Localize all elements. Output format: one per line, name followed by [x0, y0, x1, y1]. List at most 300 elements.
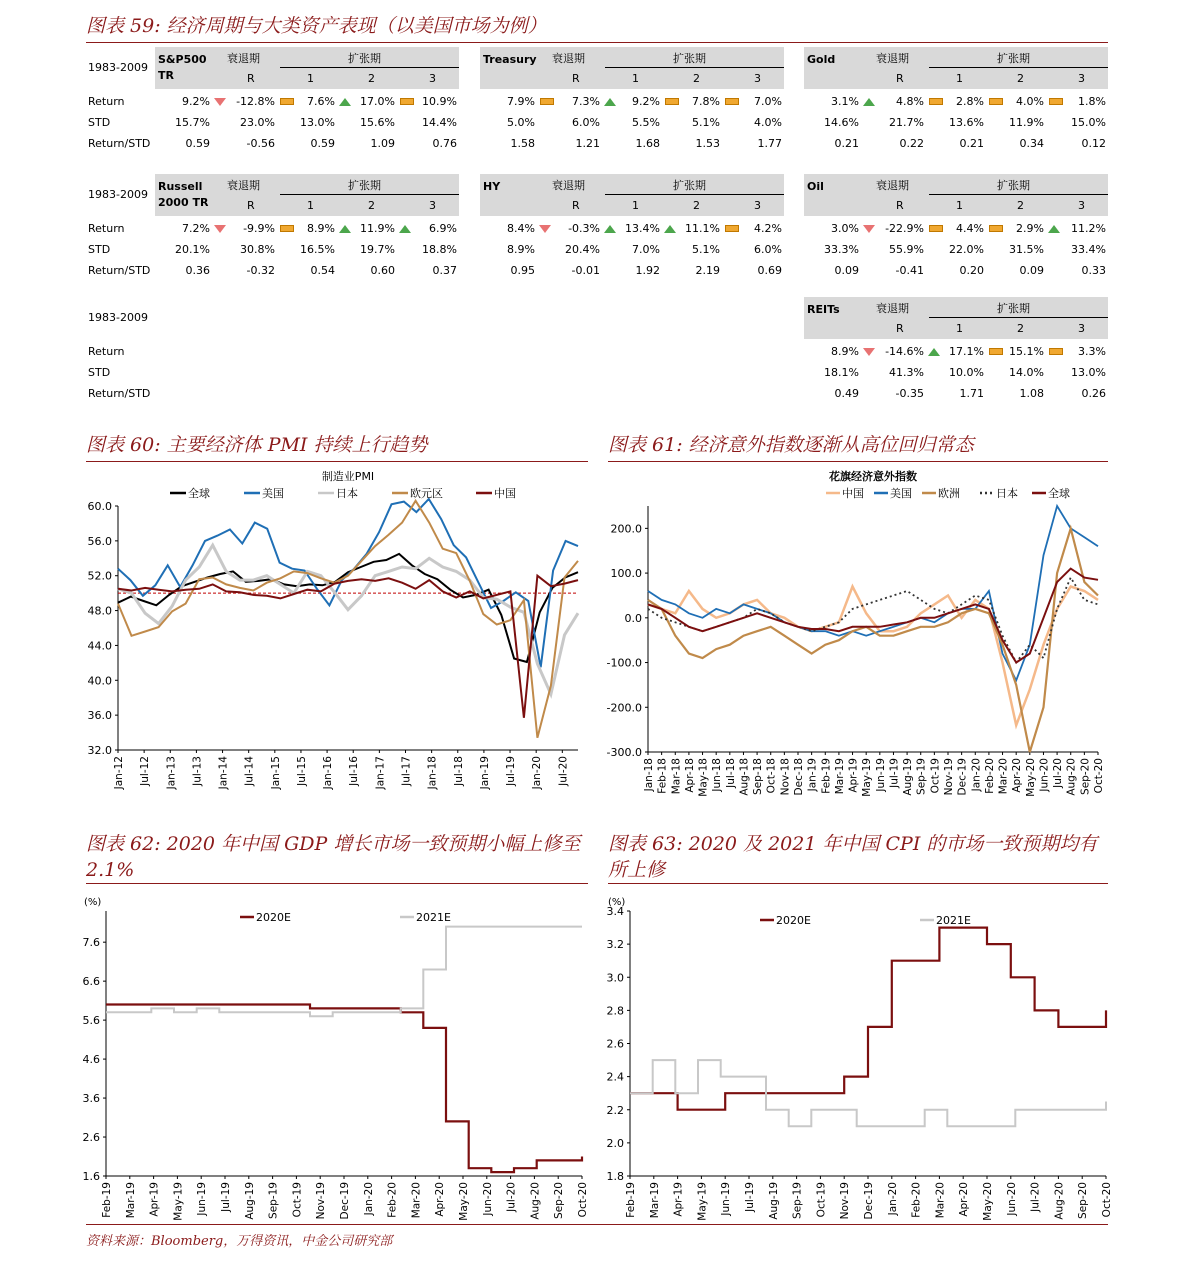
x-tick-label: Apr-19: [148, 1182, 161, 1217]
table-value: 4.0%: [754, 116, 782, 129]
series-line-2020E: [630, 928, 1106, 1110]
asset-name: S&P500 TR: [158, 53, 207, 82]
x-tick-label: Apr-19: [672, 1182, 685, 1217]
table-value: -0.01: [571, 264, 600, 277]
y-tick-label: 100.0: [610, 567, 642, 581]
x-tick-label: Mar-20: [997, 758, 1010, 795]
source-rule: [86, 1224, 1108, 1225]
x-tick-label: Jun-20: [481, 1182, 494, 1216]
table-value: 5.5%: [632, 116, 660, 129]
table-value: 0.20: [959, 264, 984, 277]
x-tick-label: Jan-12: [113, 756, 125, 790]
x-tick-label: Mar-18: [670, 758, 683, 795]
table-value: 0.37: [432, 264, 457, 277]
table-value: 8.9%: [307, 222, 335, 235]
legend-label: 中国: [494, 487, 516, 500]
table-value: 22.0%: [949, 243, 984, 256]
x-tick-label: Jul-20: [1052, 758, 1065, 788]
x-tick-label: May-20: [1024, 758, 1037, 797]
chart-title: 花旗经济意外指数: [829, 470, 917, 483]
x-tick-label: Jan-19: [478, 756, 491, 790]
table-value: 9.2%: [182, 95, 210, 108]
y-tick-label: 6.6: [82, 975, 100, 989]
table-value: 0.34: [1019, 137, 1044, 150]
table-value: 21.7%: [889, 116, 924, 129]
table-value: 1.77: [757, 137, 782, 150]
header-expansion: 扩张期: [997, 302, 1030, 315]
header-line: [929, 194, 1108, 195]
x-tick-label: Jun-18: [711, 758, 724, 792]
x-tick-label: Dec-18: [793, 758, 805, 796]
y-tick-label: 40.0: [87, 674, 112, 688]
x-tick-label: Nov-18: [779, 758, 792, 796]
x-tick-label: Jan-18: [426, 756, 439, 790]
x-tick-label: Sep-19: [267, 1182, 280, 1219]
legend-label: 美国: [262, 487, 284, 500]
y-tick-label: 7.6: [82, 936, 100, 950]
table-value: 0.36: [185, 264, 210, 277]
sub-header: 2: [368, 72, 375, 85]
series-line-中国: [648, 587, 1098, 726]
table-value: 17.0%: [360, 95, 395, 108]
row-label: STD: [88, 366, 111, 379]
table-value: 0.69: [757, 264, 782, 277]
y-tick-label: -100.0: [606, 656, 642, 670]
table-value: 17.1%: [949, 345, 984, 358]
table-value: -0.56: [246, 137, 275, 150]
table-value: 8.9%: [831, 345, 859, 358]
table-value: 1.21: [575, 137, 600, 150]
source-note: 资料来源：Bloomberg，万得资讯，中金公司研究部: [86, 1234, 393, 1249]
table-value: 1.53: [695, 137, 720, 150]
cpi-chart: [592, 887, 1114, 1222]
header-line: [929, 317, 1108, 318]
x-tick-label: Sep-19: [915, 758, 928, 795]
x-tick-label: Jun-19: [720, 1182, 733, 1216]
y-tick-label: 60.0: [87, 500, 112, 513]
header-recession: 衰退期: [227, 179, 260, 192]
y-tick-label: 4.6: [82, 1053, 100, 1067]
y-tick-label: 2.4: [606, 1070, 624, 1084]
table-value: 14.4%: [422, 116, 457, 129]
y-tick-label: 5.6: [82, 1014, 100, 1028]
x-tick-label: May-19: [172, 1182, 185, 1221]
table-value: -9.9%: [243, 222, 275, 235]
y-tick-label: 3.4: [606, 905, 624, 918]
table-value: 11.9%: [1009, 116, 1044, 129]
sub-header: R: [572, 199, 580, 212]
x-tick-label: Sep-20: [553, 1182, 566, 1219]
x-tick-label: Jul-16: [348, 756, 361, 786]
x-tick-label: Sep-20: [1079, 758, 1092, 795]
x-tick-label: Jul-14: [243, 756, 256, 786]
sub-header: R: [247, 199, 255, 212]
x-tick-label: Jul-13: [191, 756, 204, 786]
header-recession: 衰退期: [552, 52, 585, 65]
sub-header: 2: [1017, 322, 1024, 335]
table-value: 18.8%: [422, 243, 457, 256]
table-value: 0.12: [1081, 137, 1106, 150]
row-label: Return: [88, 95, 125, 108]
y-tick-label: 2.2: [606, 1103, 624, 1117]
table-value: 16.5%: [300, 243, 335, 256]
y-tick-label: 44.0: [87, 639, 112, 653]
x-tick-label: Jan-18: [643, 758, 655, 792]
header-recession: 衰退期: [876, 52, 909, 65]
legend-label: 日本: [336, 487, 358, 500]
table-value: 6.0%: [572, 116, 600, 129]
table-value: 5.0%: [507, 116, 535, 129]
table-value: 23.0%: [240, 116, 275, 129]
legend-label: 美国: [890, 487, 912, 500]
y-tick-label: 0.0: [624, 611, 642, 625]
x-tick-label: Aug-19: [902, 758, 915, 796]
table-value: 6.0%: [754, 243, 782, 256]
table-value: 13.6%: [949, 116, 984, 129]
x-tick-label: Feb-19: [101, 1182, 113, 1218]
x-tick-label: Jan-14: [217, 756, 230, 790]
x-tick-label: Jul-20: [557, 756, 570, 786]
table-value: 1.08: [1019, 387, 1044, 400]
y-unit-label: (%): [84, 897, 102, 908]
table-value: 15.6%: [360, 116, 395, 129]
fig62-title: 图表 62: 2020 年中国 GDP 增长市场一致预期小幅上修至 2.1%: [86, 833, 581, 881]
table-value: 0.09: [834, 264, 859, 277]
sub-header: 2: [693, 72, 700, 85]
table-value: 0.60: [370, 264, 395, 277]
fig60-rule: [86, 461, 588, 462]
x-tick-label: Apr-20: [958, 1182, 971, 1217]
y-tick-label: 36.0: [87, 709, 112, 723]
x-tick-label: Jan-15: [269, 756, 282, 790]
x-tick-label: Feb-20: [910, 1182, 923, 1218]
sub-header: 2: [1017, 199, 1024, 212]
asset-name: Oil: [807, 180, 824, 193]
table-value: 3.1%: [831, 95, 859, 108]
table-value: 14.0%: [1009, 366, 1044, 379]
header-line: [605, 67, 784, 68]
fig61-rule: [608, 461, 1108, 462]
table-value: 9.2%: [632, 95, 660, 108]
sub-header: R: [896, 199, 904, 212]
fig59-title: 图表 59: 经济周期与大类资产表现（以美国市场为例）: [86, 15, 547, 37]
x-tick-label: Jan-20: [362, 1182, 375, 1216]
fig62-rule: [86, 883, 588, 884]
legend-label: 全球: [188, 487, 210, 500]
sub-header: 3: [1078, 72, 1085, 85]
table-value: -22.9%: [885, 222, 924, 235]
table-value: 20.1%: [175, 243, 210, 256]
x-tick-label: Nov-19: [943, 758, 955, 796]
asset-name: HY: [483, 180, 501, 193]
x-tick-label: Apr-20: [1011, 758, 1024, 793]
y-tick-label: 32.0: [87, 744, 112, 757]
x-tick-label: Oct-20: [1093, 758, 1105, 794]
table-value: 30.8%: [240, 243, 275, 256]
table-value: 3.3%: [1078, 345, 1106, 358]
x-tick-label: Dec-19: [863, 1182, 875, 1220]
y-tick-label: 2.8: [606, 1004, 624, 1018]
header-expansion: 扩张期: [997, 52, 1030, 65]
table-value: 33.3%: [824, 243, 859, 256]
header-expansion: 扩张期: [348, 179, 381, 192]
row-label: Return: [88, 222, 125, 235]
x-tick-label: Nov-19: [315, 1182, 328, 1220]
x-tick-label: Jan-17: [374, 756, 387, 790]
x-tick-label: Aug-20: [529, 1182, 542, 1220]
table-value: -14.6%: [885, 345, 924, 358]
legend-label: 欧洲: [938, 487, 960, 500]
y-tick-label: 200.0: [610, 522, 642, 536]
chart-title: 制造业PMI: [321, 470, 375, 483]
fig60-title: 图表 60: 主要经济体 PMI 持续上行趋势: [86, 434, 428, 456]
x-tick-label: May-18: [697, 758, 710, 797]
header-recession: 衰退期: [227, 52, 260, 65]
sub-header: 3: [429, 199, 436, 212]
row-label: STD: [88, 116, 111, 129]
x-tick-label: Feb-20: [386, 1182, 399, 1218]
x-tick-label: Jul-19: [888, 758, 901, 788]
table-value: 7.6%: [307, 95, 335, 108]
period-label: 1983-2009: [88, 61, 148, 74]
series-line-2020E: [106, 1005, 582, 1173]
legend-label: 2020E: [776, 914, 811, 927]
table-value: 4.8%: [896, 95, 924, 108]
x-tick-label: Aug-20: [1053, 1182, 1066, 1220]
header-recession: 衰退期: [876, 302, 909, 315]
x-tick-label: Jun-19: [196, 1182, 209, 1216]
x-tick-label: Aug-18: [738, 758, 751, 796]
x-tick-label: Apr-19: [847, 758, 860, 793]
table-value: 0.26: [1081, 387, 1106, 400]
table-value: 18.1%: [824, 366, 859, 379]
table-value: 6.9%: [429, 222, 457, 235]
asset-name: Treasury: [483, 53, 537, 66]
table-value: 0.76: [432, 137, 457, 150]
table-value: 1.09: [370, 137, 395, 150]
y-tick-label: 56.0: [87, 534, 112, 548]
y-tick-label: 3.6: [82, 1092, 100, 1106]
table-value: 0.22: [899, 137, 924, 150]
table-value: 4.2%: [754, 222, 782, 235]
x-tick-label: Jul-20: [1029, 1182, 1042, 1212]
table-value: 0.49: [834, 387, 859, 400]
series-line-欧元区: [118, 501, 578, 738]
row-label: STD: [88, 243, 111, 256]
x-tick-label: Sep-18: [752, 758, 765, 795]
asset-name: Russell 2000 TR: [158, 180, 209, 209]
x-tick-label: Jul-20: [505, 1182, 518, 1212]
sub-header: R: [572, 72, 580, 85]
table-value: 41.3%: [889, 366, 924, 379]
table-value: 31.5%: [1009, 243, 1044, 256]
x-tick-label: Apr-20: [434, 1182, 447, 1217]
header-expansion: 扩张期: [348, 52, 381, 65]
x-tick-label: Sep-19: [791, 1182, 804, 1219]
sub-header: 1: [307, 72, 314, 85]
table-value: 1.92: [635, 264, 660, 277]
legend-label: 2021E: [416, 911, 451, 924]
table-value: 11.1%: [685, 222, 720, 235]
sub-header: 3: [754, 199, 761, 212]
legend-label: 2020E: [256, 911, 291, 924]
sub-header: 1: [956, 322, 963, 335]
y-tick-label: 48.0: [87, 604, 112, 618]
surprise-chart: [598, 466, 1110, 806]
x-tick-label: Nov-19: [839, 1182, 852, 1220]
table-value: 7.0%: [632, 243, 660, 256]
x-tick-label: Jul-18: [452, 756, 465, 786]
x-tick-label: Dec-19: [339, 1182, 351, 1220]
asset-name: REITs: [807, 303, 840, 316]
x-tick-label: Jan-20: [886, 1182, 899, 1216]
pmi-chart: [78, 466, 590, 806]
table-value: 15.1%: [1009, 345, 1044, 358]
x-tick-label: Mar-19: [833, 758, 846, 795]
x-tick-label: Oct-19: [815, 1182, 828, 1218]
x-tick-label: Jun-20: [1005, 1182, 1018, 1216]
x-tick-label: Feb-20: [983, 758, 996, 794]
header-expansion: 扩张期: [673, 179, 706, 192]
table-value: 15.7%: [175, 116, 210, 129]
table-value: 5.1%: [692, 243, 720, 256]
x-tick-label: Aug-19: [243, 1182, 256, 1220]
table-value: 13.0%: [300, 116, 335, 129]
x-tick-label: May-19: [861, 758, 874, 797]
x-tick-label: Jul-17: [400, 756, 413, 786]
table-value: 1.8%: [1078, 95, 1106, 108]
header-expansion: 扩张期: [997, 179, 1030, 192]
table-value: 13.4%: [625, 222, 660, 235]
x-tick-label: Jul-15: [295, 756, 308, 786]
legend-label: 中国: [842, 487, 864, 500]
table-value: -0.3%: [568, 222, 600, 235]
x-tick-label: Mar-19: [124, 1182, 137, 1219]
table-value: 8.9%: [507, 243, 535, 256]
table-value: -12.8%: [236, 95, 275, 108]
header-recession: 衰退期: [552, 179, 585, 192]
table-value: 0.21: [834, 137, 859, 150]
fig61-title: 图表 61: 经济意外指数逐渐从高位回归常态: [608, 434, 974, 456]
x-tick-label: Oct-20: [1101, 1182, 1113, 1218]
table-value: 0.09: [1019, 264, 1044, 277]
x-tick-label: Aug-19: [767, 1182, 780, 1220]
sub-header: 2: [1017, 72, 1024, 85]
table-value: 2.9%: [1016, 222, 1044, 235]
table-value: 3.0%: [831, 222, 859, 235]
table-value: 10.0%: [949, 366, 984, 379]
fig63-rule: [608, 883, 1108, 884]
y-tick-label: -200.0: [606, 701, 642, 715]
x-tick-label: Apr-18: [683, 758, 696, 793]
legend-label: 欧元区: [410, 487, 443, 500]
y-tick-label: 2.0: [606, 1136, 624, 1150]
x-tick-label: Aug-20: [1065, 758, 1078, 796]
gdp-chart: [68, 887, 590, 1222]
table-value: 7.3%: [572, 95, 600, 108]
table-value: -0.41: [895, 264, 924, 277]
header-line: [280, 194, 459, 195]
x-tick-label: Jul-12: [139, 756, 152, 786]
y-tick-label: 1.8: [606, 1170, 624, 1183]
table-value: 7.9%: [507, 95, 535, 108]
x-tick-label: Sep-20: [1077, 1182, 1090, 1219]
header-line: [280, 67, 459, 68]
x-tick-label: Jul-19: [220, 1182, 232, 1212]
table-value: 7.0%: [754, 95, 782, 108]
x-tick-label: Jan-19: [806, 758, 819, 792]
legend-label: 日本: [996, 487, 1018, 500]
asset-performance-table: [0, 0, 1191, 420]
sub-header: 1: [632, 72, 639, 85]
table-value: 0.95: [510, 264, 535, 277]
table-value: 15.0%: [1071, 116, 1106, 129]
table-value: 19.7%: [360, 243, 395, 256]
sub-header: 2: [693, 199, 700, 212]
x-tick-label: Oct-18: [765, 758, 778, 794]
legend-label: 全球: [1048, 487, 1070, 500]
sub-header: 2: [368, 199, 375, 212]
x-tick-label: Jan-16: [322, 756, 335, 790]
x-tick-label: Jan-20: [970, 758, 983, 792]
x-tick-label: May-19: [696, 1182, 709, 1221]
row-label: Return: [88, 345, 125, 358]
table-value: 10.9%: [422, 95, 457, 108]
table-value: 0.59: [185, 137, 210, 150]
sub-header: 3: [754, 72, 761, 85]
table-value: -0.35: [895, 387, 924, 400]
table-value: 7.2%: [182, 222, 210, 235]
period-label: 1983-2009: [88, 188, 148, 201]
table-value: 13.0%: [1071, 366, 1106, 379]
x-tick-label: May-20: [458, 1182, 470, 1221]
table-value: 1.68: [635, 137, 660, 150]
period-label: 1983-2009: [88, 311, 148, 324]
table-value: 11.2%: [1071, 222, 1106, 235]
x-tick-label: Jun-20: [1038, 758, 1051, 792]
table-value: 2.19: [695, 264, 720, 277]
table-value: 4.4%: [956, 222, 984, 235]
sub-header: R: [896, 72, 904, 85]
sub-header: 1: [632, 199, 639, 212]
y-tick-label: 2.6: [82, 1131, 100, 1145]
row-label: Return/STD: [88, 264, 151, 277]
row-label: Return/STD: [88, 387, 151, 400]
x-tick-label: Feb-19: [820, 758, 833, 794]
sub-header: 3: [1078, 199, 1085, 212]
x-tick-label: Feb-18: [656, 758, 669, 794]
y-unit-label: (%): [608, 897, 626, 908]
y-tick-label: -300.0: [606, 746, 642, 759]
y-tick-label: 52.0: [87, 569, 112, 583]
x-tick-label: Oct-19: [929, 758, 942, 794]
table-value: 8.4%: [507, 222, 535, 235]
sub-header: 1: [956, 72, 963, 85]
header-line: [929, 67, 1108, 68]
table-value: 0.33: [1081, 264, 1106, 277]
x-tick-label: Feb-19: [625, 1182, 637, 1218]
table-value: 55.9%: [889, 243, 924, 256]
header-line: [605, 194, 784, 195]
x-tick-label: Jan-13: [165, 756, 178, 790]
table-value: 4.0%: [1016, 95, 1044, 108]
x-tick-label: Jan-20: [531, 756, 544, 790]
x-tick-label: Oct-20: [577, 1182, 589, 1218]
x-tick-label: Jun-19: [874, 758, 887, 792]
x-tick-label: Mar-19: [648, 1182, 661, 1219]
table-value: 14.6%: [824, 116, 859, 129]
x-tick-label: Jul-19: [744, 1182, 756, 1212]
